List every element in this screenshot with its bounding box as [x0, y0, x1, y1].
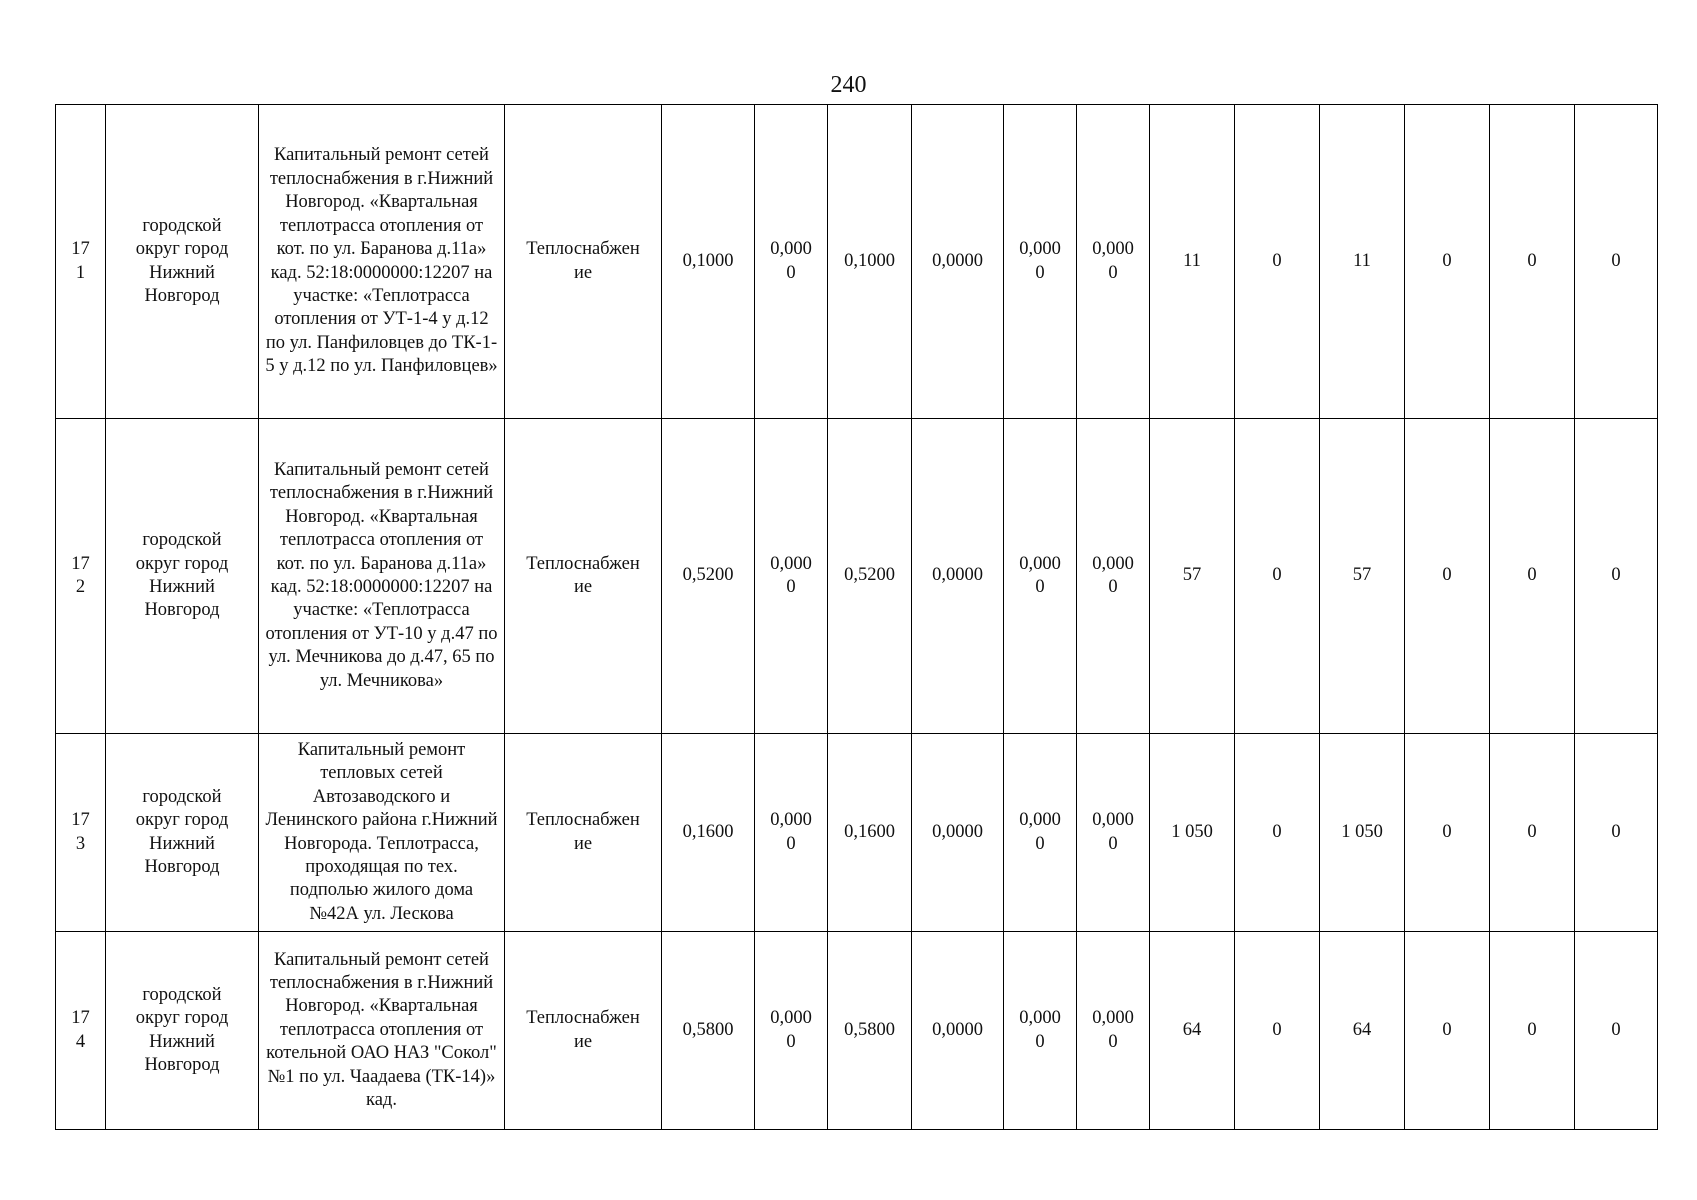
value-cell: 0,5800: [828, 932, 912, 1130]
cost-cell: 0: [1490, 105, 1575, 419]
description-cell: Капитальный ремонт сетей теплоснабжения в г.Нижний Новгород. «Квартальная теплотрасса отопления от кот. по ул. Баранова д.11а» кад. 52:18:0000000:12207 на участке: «Теплотрасса отопления от УТ-10 у д.47 по ул. Мечникова до д.47, 65 по ул. Мечникова»: [259, 419, 505, 734]
cost-cell: 57: [1320, 419, 1405, 734]
cost-cell: 64: [1150, 932, 1235, 1130]
description-cell: Капитальный ремонт сетей теплоснабжения в г.Нижний Новгород. «Квартальная теплотрасса отопления от котельной ОАО НАЗ "Сокол" №1 по ул. Чаадаева (ТК-14)» кад.: [259, 932, 505, 1130]
cost-cell: 1 050: [1150, 734, 1235, 932]
value-cell: 0,1000: [828, 105, 912, 419]
cost-cell: 0: [1405, 105, 1490, 419]
table-row: [56, 734, 1658, 932]
description-cell: Капитальный ремонт сетей теплоснабжения в г.Нижний Новгород. «Квартальная теплотрасса отопления от кот. по ул. Баранова д.11а» кад. 52:18:0000000:12207 на участке: «Теплотрасса отопления от УТ-1-4 у д.12 по ул. Панфиловцев до ТК-1-5 у д.12 по ул. Панфиловцев»: [259, 105, 505, 419]
value-cell: 0,0000: [912, 105, 1004, 419]
cost-cell: 0: [1490, 734, 1575, 932]
capital-repair-table: [55, 104, 1658, 1130]
value-cell: 0,000 0: [1004, 105, 1077, 419]
value-cell: 0,1600: [662, 734, 755, 932]
row-number: 17 3: [56, 734, 106, 932]
value-cell: 0,1600: [828, 734, 912, 932]
type-cell: Теплоснабжен ие: [505, 734, 662, 932]
value-cell: 0,0000: [912, 932, 1004, 1130]
value-cell: 0,1000: [662, 105, 755, 419]
row-number: 17 4: [56, 932, 106, 1130]
row-number: 17 2: [56, 419, 106, 734]
cost-cell: 0: [1575, 419, 1658, 734]
cost-cell: 0: [1405, 419, 1490, 734]
cost-cell: 0: [1235, 734, 1320, 932]
value-cell: 0,000 0: [755, 419, 828, 734]
row-number: 17 1: [56, 105, 106, 419]
value-cell: 0,000 0: [1004, 419, 1077, 734]
type-cell: Теплоснабжен ие: [505, 105, 662, 419]
value-cell: 0,000 0: [1077, 932, 1150, 1130]
municipality-cell: городской округ город Нижний Новгород: [106, 734, 259, 932]
cost-cell: 11: [1150, 105, 1235, 419]
cost-cell: 0: [1235, 419, 1320, 734]
value-cell: 0,000 0: [1004, 932, 1077, 1130]
cost-cell: 1 050: [1320, 734, 1405, 932]
type-cell: Теплоснабжен ие: [505, 419, 662, 734]
cost-cell: 0: [1405, 932, 1490, 1130]
cost-cell: 0: [1490, 419, 1575, 734]
type-cell: Теплоснабжен ие: [505, 932, 662, 1130]
cost-cell: 0: [1575, 105, 1658, 419]
value-cell: 0,0000: [912, 419, 1004, 734]
page-number: 240: [830, 72, 867, 98]
cost-cell: 11: [1320, 105, 1405, 419]
value-cell: 0,000 0: [1004, 734, 1077, 932]
value-cell: 0,000 0: [755, 932, 828, 1130]
municipality-cell: городской округ город Нижний Новгород: [106, 419, 259, 734]
cost-cell: 57: [1150, 419, 1235, 734]
municipality-cell: городской округ город Нижний Новгород: [106, 932, 259, 1130]
cost-cell: 0: [1575, 932, 1658, 1130]
value-cell: 0,5200: [828, 419, 912, 734]
value-cell: 0,000 0: [1077, 105, 1150, 419]
value-cell: 0,000 0: [1077, 734, 1150, 932]
value-cell: 0,0000: [912, 734, 1004, 932]
table-row: [56, 419, 1658, 734]
table-row: [56, 105, 1658, 419]
cost-cell: 64: [1320, 932, 1405, 1130]
cost-cell: 0: [1235, 932, 1320, 1130]
cost-cell: 0: [1575, 734, 1658, 932]
value-cell: 0,000 0: [755, 105, 828, 419]
cost-cell: 0: [1405, 734, 1490, 932]
table-row: [56, 932, 1658, 1130]
municipality-cell: городской округ город Нижний Новгород: [106, 105, 259, 419]
cost-cell: 0: [1490, 932, 1575, 1130]
description-cell: Капитальный ремонт тепловых сетей Автозаводского и Ленинского района г.Нижний Новгорода. Теплотрасса, проходящая по тех. подполью жилого дома №42А ул. Лескова: [259, 734, 505, 932]
value-cell: 0,000 0: [1077, 419, 1150, 734]
value-cell: 0,000 0: [755, 734, 828, 932]
value-cell: 0,5800: [662, 932, 755, 1130]
value-cell: 0,5200: [662, 419, 755, 734]
cost-cell: 0: [1235, 105, 1320, 419]
